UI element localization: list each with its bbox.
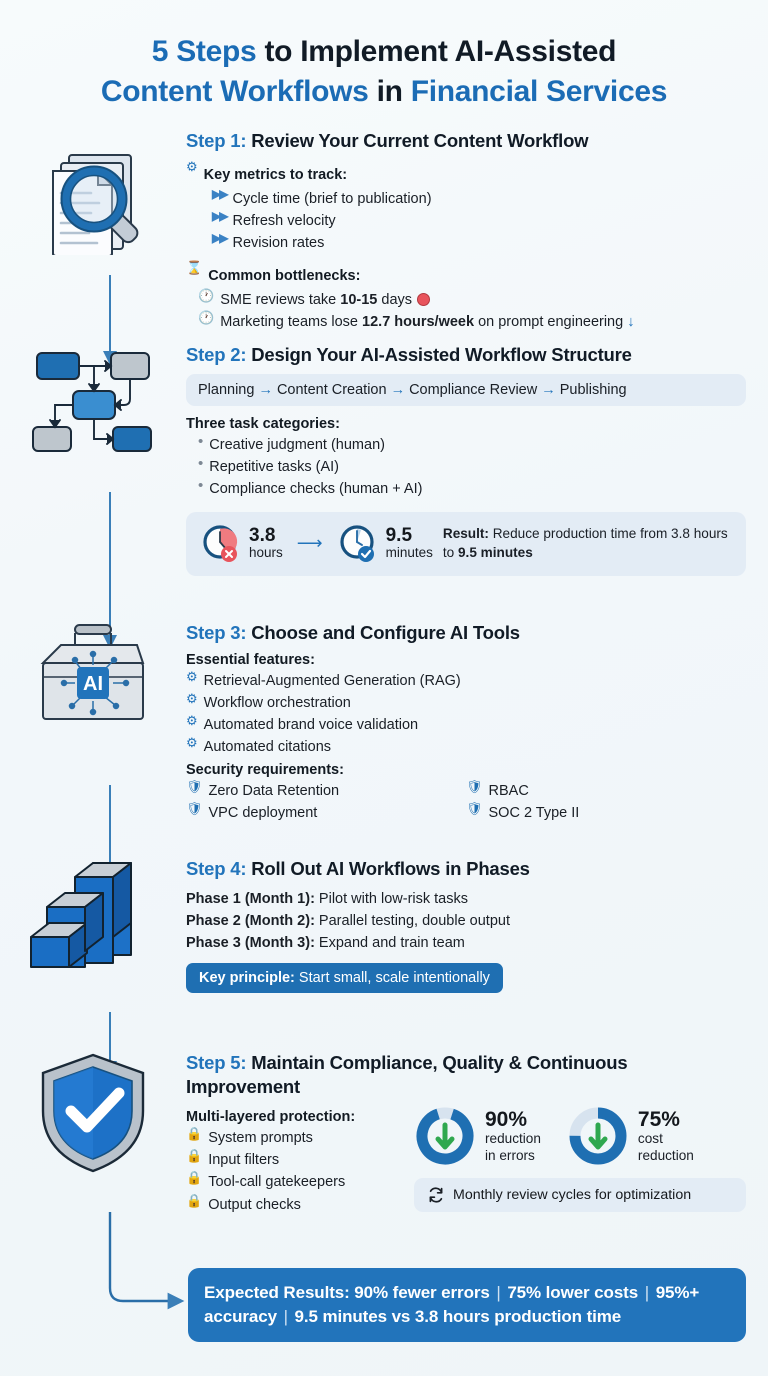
gear-icon: ⚙	[186, 690, 198, 706]
after-metric	[337, 523, 433, 565]
result-callout	[186, 512, 746, 576]
step-2-title: Design Your AI-Assisted Workflow Structure	[251, 344, 632, 366]
shield-icon: 🛡	[466, 778, 483, 794]
flow-stage-publishing: Publishing	[559, 381, 627, 398]
monthly-review-text: Monthly review cycles for optimization	[453, 1187, 692, 1204]
bullet-dot-icon: •	[198, 454, 204, 472]
refresh-cycle-icon	[427, 1186, 445, 1204]
step-1-body	[186, 127, 746, 333]
bottlenecks-heading-row	[186, 261, 746, 289]
phase-text: Pilot with low-risk tasks	[314, 890, 468, 907]
workflow-flow-pill	[186, 374, 746, 406]
page-title	[0, 0, 768, 115]
list-item	[186, 714, 746, 736]
right-arrow-icon: →	[258, 381, 273, 398]
clock-icon: 🕐	[198, 288, 215, 304]
phase-label: Phase 3 (Month 3):	[186, 934, 315, 951]
banner-separator: |	[283, 1307, 288, 1327]
list-item	[186, 910, 746, 932]
list-item	[198, 311, 746, 333]
result-text-a: Reduce production time from 3.8 hours to	[442, 526, 728, 560]
phase-text: Expand and train team	[314, 934, 465, 951]
step-4-gutter	[0, 855, 186, 976]
flow-stage-planning: Planning	[198, 381, 255, 398]
before-unit: hours	[249, 545, 283, 561]
step-2	[0, 341, 746, 609]
key-metrics-heading-row	[186, 160, 746, 188]
before-value: 3.8	[249, 525, 276, 547]
documents-magnifier-icon	[29, 127, 157, 260]
result-label: Result:	[442, 526, 489, 542]
list-item-label: Output checks	[208, 1196, 301, 1213]
title-highlight-steps: 5 Steps	[151, 35, 257, 68]
bottleneck-pre: Marketing teams lose	[220, 314, 363, 331]
step-5-label: Step 5:	[186, 1052, 247, 1074]
task-categories-list	[186, 434, 746, 500]
bottleneck-post: on prompt engineering	[474, 314, 624, 331]
list-item-label: Refresh velocity	[232, 212, 336, 229]
list-item	[186, 888, 746, 910]
list-item-label: Repetitive tasks (AI)	[209, 458, 340, 475]
bottleneck-strong: 10-15	[340, 292, 378, 309]
step-5-columns	[186, 1105, 746, 1215]
list-item	[466, 802, 746, 824]
bottlenecks-list	[186, 289, 746, 333]
clock-blue-check-icon	[337, 523, 379, 565]
gear-icon: ⚙	[186, 712, 198, 728]
list-item	[186, 932, 746, 954]
step-3-title: Choose and Configure AI Tools	[251, 622, 520, 644]
protection-column	[186, 1105, 396, 1215]
donut-75-icon	[567, 1105, 629, 1167]
double-chevron-icon: ▶▶	[212, 186, 227, 201]
bottleneck-post: days	[377, 292, 413, 309]
list-item	[186, 780, 466, 802]
shield-check-icon	[31, 1049, 155, 1180]
step-1-label: Step 1:	[186, 130, 247, 152]
clock-icon: 🕐	[198, 310, 215, 326]
right-arrow-icon: →	[541, 381, 556, 398]
bottleneck-pre: SME reviews take	[220, 292, 341, 309]
stairs-icon	[27, 855, 159, 976]
list-item-label: Creative judgment (human)	[209, 436, 385, 453]
essential-features-heading: Essential features:	[186, 651, 315, 668]
metrics-column	[414, 1105, 746, 1215]
list-item-label: Zero Data Retention	[208, 782, 340, 799]
step-1-heading	[186, 129, 746, 153]
banner-part-2: 75% lower costs	[507, 1283, 639, 1302]
svg-text:AI: AI	[83, 673, 103, 696]
bottlenecks-heading: Common bottlenecks:	[208, 267, 361, 284]
double-chevron-icon: ▶▶	[212, 230, 227, 245]
list-item-label: SOC 2 Type II	[488, 804, 580, 821]
list-item-label: VPC deployment	[208, 804, 318, 821]
step-4-title: Roll Out AI Workflows in Phases	[251, 858, 530, 880]
title-line2-mid: in	[368, 74, 411, 108]
lock-icon: 🔒	[186, 1126, 203, 1142]
task-categories-heading: Three task categories:	[186, 415, 340, 432]
list-item	[186, 736, 746, 758]
step-2-gutter	[0, 341, 186, 464]
list-item	[186, 1149, 396, 1171]
step-2-heading	[186, 343, 746, 367]
shield-icon: 🛡	[186, 778, 203, 794]
list-item-label: Automated citations	[203, 738, 332, 755]
lock-icon: 🔒	[186, 1170, 203, 1186]
monthly-review-pill	[414, 1178, 746, 1212]
clock-red-x-icon	[200, 523, 242, 565]
flow-stage-content-creation: Content Creation	[276, 381, 387, 398]
step-1-gutter	[0, 127, 186, 260]
bullet-dot-icon: •	[198, 432, 204, 450]
list-item-label: Revision rates	[232, 234, 325, 251]
step-3-body	[186, 619, 746, 824]
step-5-heading	[186, 1051, 746, 1098]
list-item	[212, 232, 746, 254]
list-item-label	[220, 289, 430, 311]
step-2-label: Step 2:	[186, 344, 247, 366]
step-4-heading	[186, 857, 746, 881]
red-clock-icon	[417, 293, 430, 306]
step-3-gutter	[0, 619, 186, 736]
bottleneck-strong: 12.7 hours/week	[362, 314, 475, 331]
title-highlight-financial: Financial Services	[410, 74, 668, 108]
step-4	[0, 855, 746, 1037]
gear-icon: ⚙	[186, 734, 198, 750]
shield-icon: 🛡	[466, 800, 483, 816]
banner-part-1: Expected Results: 90% fewer errors	[204, 1283, 490, 1302]
security-col-right	[466, 780, 746, 824]
down-arrow-icon: ↓	[627, 314, 635, 331]
list-item-label: Automated brand voice validation	[203, 716, 419, 733]
list-item	[198, 478, 746, 500]
result-text	[443, 525, 732, 563]
list-item-label	[186, 932, 465, 954]
step-3	[0, 619, 746, 847]
list-item	[186, 1127, 396, 1149]
phase-label: Phase 2 (Month 2):	[186, 912, 315, 929]
after-value: 9.5	[385, 525, 413, 547]
essential-features-list	[186, 670, 746, 758]
step-4-label: Step 4:	[186, 858, 247, 880]
list-item-label	[220, 311, 634, 333]
step-3-label: Step 3:	[186, 622, 247, 644]
list-item	[198, 289, 746, 311]
list-item	[186, 1171, 396, 1193]
step-3-heading	[186, 621, 746, 645]
lock-icon: 🔒	[186, 1192, 203, 1208]
list-item	[186, 670, 746, 692]
key-principle-label: Key principle:	[199, 969, 295, 986]
lock-icon: 🔒	[186, 1148, 203, 1164]
donut-chart-cost	[567, 1105, 694, 1167]
step-5	[0, 1049, 746, 1239]
key-metrics-list	[186, 188, 746, 254]
donut-chart-errors	[414, 1105, 541, 1167]
donut-90-icon	[414, 1105, 476, 1167]
donut-value-errors: 90%	[485, 1107, 528, 1131]
donut-charts	[414, 1105, 746, 1167]
list-item	[466, 780, 746, 802]
list-item-label: Input filters	[208, 1152, 280, 1169]
key-principle-pill	[186, 963, 503, 993]
step-1	[0, 127, 746, 333]
transform-arrow-icon: ⟶	[296, 533, 323, 554]
list-item-label: Cycle time (brief to publication)	[232, 190, 432, 207]
list-item	[212, 210, 746, 232]
right-arrow-icon: →	[390, 381, 406, 398]
list-item	[186, 692, 746, 714]
list-item-label: Retrieval-Augmented Generation (RAG)	[203, 672, 461, 689]
banner-part-4: 9.5 minutes vs 3.8 hours production time	[294, 1307, 622, 1327]
security-requirements-heading: Security requirements:	[186, 761, 344, 778]
phase-label: Phase 1 (Month 1):	[186, 890, 315, 907]
flowchart-icon	[27, 341, 159, 464]
gear-icon: ⚙	[186, 668, 198, 684]
step-5-body	[186, 1049, 746, 1215]
list-item-label: Compliance checks (human + AI)	[209, 480, 423, 497]
list-item-label	[186, 910, 510, 932]
step-4-body	[186, 855, 746, 993]
list-item-label: RBAC	[488, 782, 529, 799]
list-item	[212, 188, 746, 210]
banner-part-3: 95%+ accuracy	[204, 1283, 700, 1327]
list-item-label	[186, 888, 468, 910]
shield-icon: 🛡	[186, 800, 203, 816]
list-item	[198, 434, 746, 456]
step-5-title: Maintain Compliance, Quality & Continuous Improvement	[186, 1052, 628, 1097]
banner-separator: |	[644, 1283, 650, 1302]
hourglass-icon: ⌛	[186, 259, 203, 275]
title-line1-rest: to Implement AI-Assisted	[256, 35, 617, 68]
list-item	[186, 802, 466, 824]
list-item-label: Workflow orchestration	[203, 694, 351, 711]
bullet-dot-icon: •	[198, 476, 204, 494]
step-2-body	[186, 341, 746, 576]
list-item	[186, 1194, 396, 1216]
step-1-title: Review Your Current Content Workflow	[251, 130, 589, 152]
before-metric	[200, 523, 283, 565]
key-principle-text: Start small, scale intentionally	[294, 969, 490, 986]
gear-icon: ⚙	[186, 158, 198, 174]
step-5-gutter	[0, 1049, 186, 1180]
security-col-left	[186, 780, 466, 824]
after-unit: minutes	[385, 545, 433, 561]
flow-stage-compliance-review: Compliance Review	[409, 381, 538, 398]
list-item	[198, 456, 746, 478]
list-item-label: System prompts	[208, 1130, 313, 1147]
phases-list	[186, 888, 746, 954]
ai-toolbox-icon	[31, 619, 155, 736]
list-item-label: Tool-call gatekeepers	[208, 1174, 346, 1191]
donut-caption-cost: cost reduction	[637, 1130, 694, 1163]
expected-results-banner	[188, 1268, 746, 1342]
title-highlight-workflows: Content Workflows	[100, 74, 369, 108]
protection-heading: Multi-layered protection:	[186, 1109, 356, 1126]
phase-text: Parallel testing, double output	[314, 912, 510, 929]
banner-separator: |	[496, 1283, 501, 1302]
key-metrics-heading: Key metrics to track:	[203, 166, 348, 183]
donut-value-cost: 75%	[637, 1107, 680, 1131]
security-requirements-grid	[186, 780, 746, 824]
donut-caption-errors: reduction in errors	[485, 1130, 541, 1163]
result-text-b: 9.5 minutes	[458, 544, 533, 560]
double-chevron-icon: ▶▶	[212, 208, 227, 223]
